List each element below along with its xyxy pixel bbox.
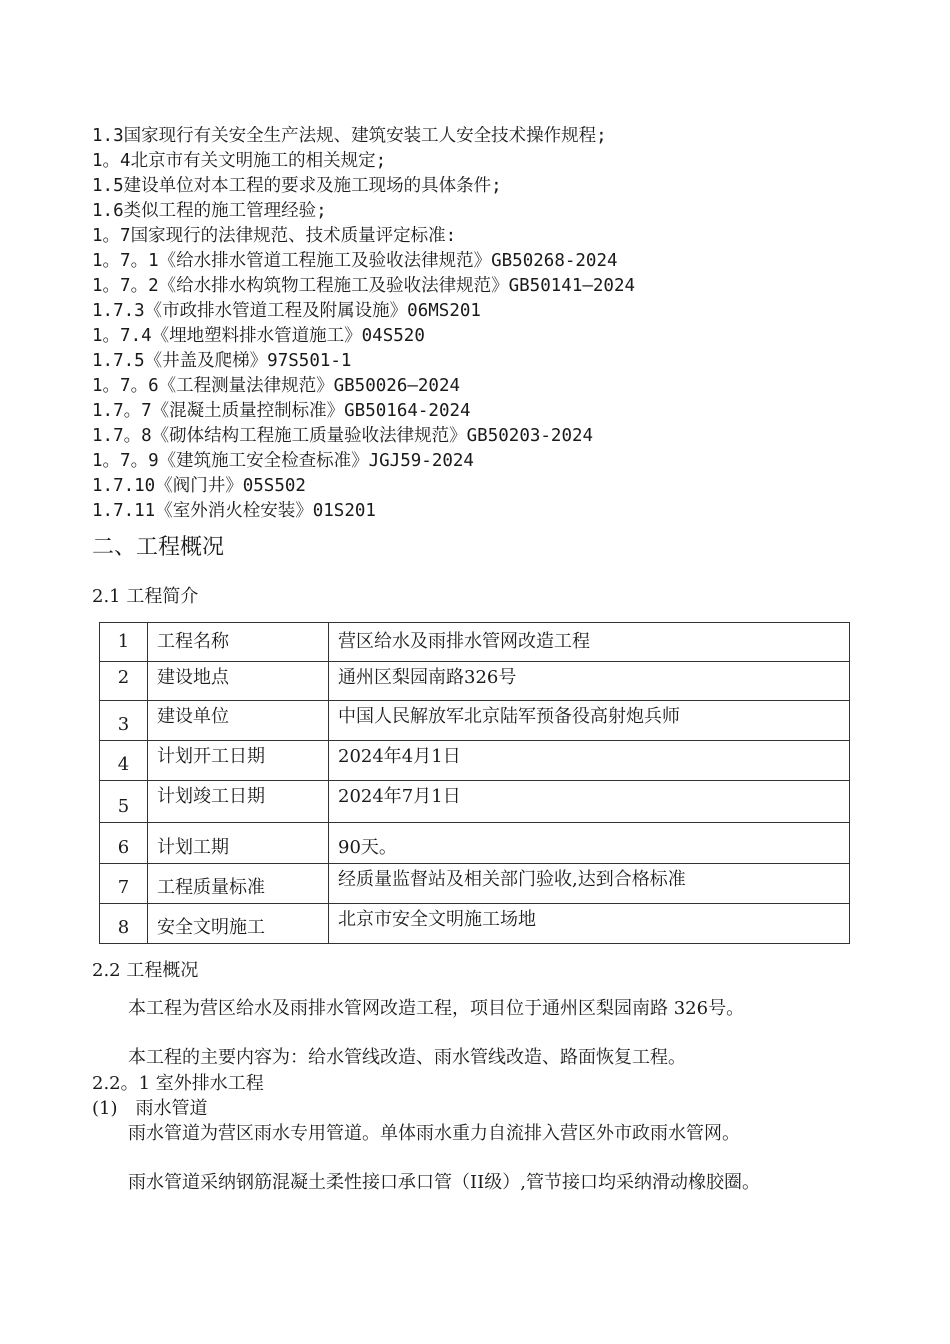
paragraph-main-content: 本工程的主要内容为：给水管线改造、雨水管线改造、路面恢复工程。	[128, 1047, 686, 1068]
reference-item: 1.5建设单位对本工程的要求及施工现场的具体条件;	[92, 176, 502, 196]
paragraph-pipe-material: 雨水管道采纳钢筋混凝土柔性接口承口管（II级）,管节接口均采纳滑动橡胶圈。	[128, 1172, 760, 1193]
reference-item: 1.7.5《井盖及爬梯》97S501-1	[92, 351, 352, 371]
reference-item: 1。7。2《给水排水构筑物工程施工及验收法律规范》GB50141—2024	[92, 276, 636, 296]
row-item: 建设单位	[148, 701, 329, 741]
list-heading	[92, 1096, 862, 1121]
reference-item: 1.7。8《砌体结构工程施工质量验收法律规范》GB50203-2024	[92, 426, 594, 446]
row-item: 工程质量标准	[148, 864, 329, 904]
list-heading-text: 雨水管道	[135, 1098, 208, 1119]
row-value: 通州区梨园南路326号	[329, 662, 850, 701]
subsubsection-title: 2.2。1 室外排水工程	[92, 1073, 264, 1094]
subsection-title-overview: 2.1 工程简介	[92, 586, 199, 607]
table-row	[100, 701, 850, 741]
paragraph-rain-pipe: 雨水管道为营区雨水专用管道。单体雨水重力自流排入营区外市政雨水管网。	[128, 1123, 740, 1144]
row-value: 北京市安全文明施工场地	[329, 904, 850, 944]
list-label: (1)	[92, 1098, 118, 1119]
row-number: 2	[100, 662, 148, 701]
subsection-title-summary: 2.2 工程概况	[92, 960, 199, 981]
reference-item: 1.7。7《混凝土质量控制标准》GB50164-2024	[92, 401, 471, 421]
row-item: 工程名称	[148, 623, 329, 662]
reference-list	[92, 124, 892, 524]
paragraph-project-location: 本工程为营区给水及雨排水管网改造工程，项目位于通州区梨园南路 326号。	[128, 998, 745, 1019]
table-row	[100, 662, 850, 701]
reference-item: 1。7。1《给水排水管道工程施工及验收法律规范》GB50268-2024	[92, 251, 618, 271]
row-item: 安全文明施工	[148, 904, 329, 944]
reference-item: 1。7.4《埋地塑料排水管道施工》04S520	[92, 326, 425, 346]
row-item: 计划竣工日期	[148, 781, 329, 823]
row-number: 4	[100, 741, 148, 781]
row-item: 计划开工日期	[148, 741, 329, 781]
row-value: 营区给水及雨排水管网改造工程	[329, 623, 850, 662]
table-row	[100, 823, 850, 864]
reference-item: 1。7。6《工程测量法律规范》GB50026—2024	[92, 376, 461, 396]
reference-item: 1。7。9《建筑施工安全检查标准》JGJ59-2024	[92, 451, 474, 471]
row-value: 2024年7月1日	[329, 781, 850, 823]
reference-item: 1.7.3《市政排水管道工程及附属设施》06MS201	[92, 301, 481, 321]
row-value: 经质量监督站及相关部门验收,达到合格标准	[329, 864, 850, 904]
reference-item: 1。4北京市有关文明施工的相关规定;	[92, 151, 387, 171]
row-value: 90天。	[329, 823, 850, 864]
section-title: 二、工程概况	[92, 535, 225, 560]
table-row	[100, 904, 850, 944]
row-number: 8	[100, 904, 148, 944]
reference-item: 1.7.11《室外消火栓安装》01S201	[92, 501, 376, 521]
reference-item: 1.3国家现行有关安全生产法规、建筑安装工人安全技术操作规程;	[92, 126, 607, 146]
table-row	[100, 741, 850, 781]
row-number: 7	[100, 864, 148, 904]
row-number: 6	[100, 823, 148, 864]
row-number: 3	[100, 701, 148, 741]
row-value: 2024年4月1日	[329, 741, 850, 781]
reference-item: 1.7.10《阀门井》05S502	[92, 476, 306, 496]
row-number: 5	[100, 781, 148, 823]
table-row	[100, 864, 850, 904]
table-row	[100, 781, 850, 823]
reference-item: 1.6类似工程的施工管理经验;	[92, 201, 327, 221]
row-number: 1	[100, 623, 148, 662]
reference-item: 1。7国家现行的法律规范、技术质量评定标准:	[92, 226, 457, 246]
row-value: 中国人民解放军北京陆军预备役高射炮兵师	[329, 701, 850, 741]
table-row	[100, 623, 850, 662]
project-info-table	[99, 622, 850, 944]
row-item: 计划工期	[148, 823, 329, 864]
row-item: 建设地点	[148, 662, 329, 701]
